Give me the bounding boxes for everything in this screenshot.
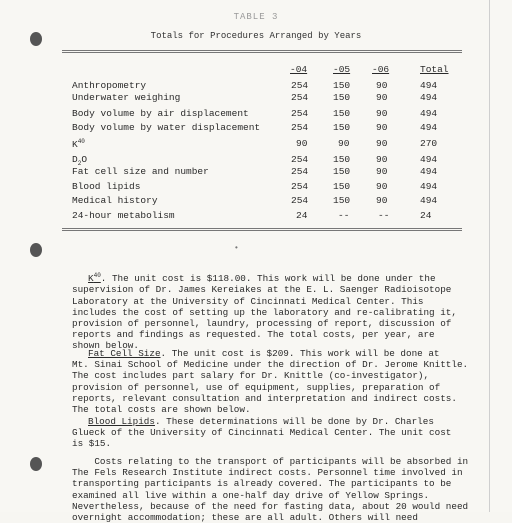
table-rule-bottom [62, 228, 462, 229]
punch-hole [30, 457, 42, 471]
cell: 254 [291, 122, 309, 133]
cell: 494 [420, 92, 438, 103]
table-row [0, 195, 512, 207]
row-label: Underwater weighing [72, 92, 181, 103]
table-row [0, 166, 512, 178]
scan-speck: • [234, 244, 239, 253]
table-rule-top-double [62, 52, 462, 53]
cell: 254 [291, 181, 309, 192]
cell: 254 [291, 108, 309, 119]
cell: 90 [376, 181, 388, 192]
cell: 494 [420, 80, 438, 91]
cell: 494 [420, 122, 438, 133]
column-header: Total [420, 64, 449, 75]
punch-hole [30, 243, 42, 257]
cell: 90 [296, 138, 308, 149]
column-header: -05 [333, 64, 351, 75]
table-label: TABLE 3 [233, 12, 279, 22]
cell: 90 [376, 80, 388, 91]
table-rule-bottom-double [62, 230, 462, 231]
cell: 494 [420, 108, 438, 119]
table-row [0, 154, 512, 166]
cell: 90 [376, 92, 388, 103]
cell: 494 [420, 154, 438, 165]
cell: 150 [333, 92, 351, 103]
paragraph-k40: $K^{40}$. The unit cost is $118.00. This work will be done under the supervision of Dr. James Kereiakes at the E. L. Saenger Radioisotope Laboratory at the University of Cincinnati Medical Center. This includes the cost of setting up the laboratory and re-calibrating it, provision of personnel, laundry, processing of report, discussion of reports and findings as requested. The total costs, per year, are shown below. [72, 272, 457, 352]
table-row [0, 122, 512, 134]
table-row [0, 108, 512, 120]
cell: 150 [333, 166, 351, 177]
table-rule-top [62, 50, 462, 51]
row-label: Medical history [72, 195, 158, 206]
cell: 150 [333, 154, 351, 165]
column-header: -04 [290, 64, 308, 75]
table-column-headers [60, 64, 480, 76]
cell: 90 [376, 154, 388, 165]
paragraph-blood-lipids: Blood Lipids. These determinations will be done by Dr. Charles Glueck of the University of Cincinnati Medical Center. The unit cost is $15. [72, 416, 452, 450]
cell: 90 [376, 108, 388, 119]
row-label: Blood lipids [72, 181, 141, 192]
cell: 254 [291, 154, 309, 165]
cell: 494 [420, 181, 438, 192]
table-title: Totals for Procedures Arranged by Years [150, 31, 362, 41]
cell: 150 [333, 181, 351, 192]
cell: 90 [338, 138, 350, 149]
table-row [0, 138, 512, 150]
paragraph-transport: Costs relating to the transport of participants will be absorbed in The Fels Research Institute indirect costs. Personnel time involved in transporting participants is already covered. The participants to be examined all live within a one-half day drive of Yellow Springs. Nevertheless, because of the need for fasting data, about 20 would need overnight accommodation; these are all adult. Others will need [72, 456, 469, 523]
cell: 150 [333, 80, 351, 91]
row-label: 24-hour metabolism [72, 210, 175, 221]
row-label: Fat cell size and number [72, 166, 209, 177]
row-label: Body volume by water displacement [72, 122, 261, 133]
cell: 254 [291, 195, 309, 206]
row-label: Body volume by air displacement [72, 108, 249, 119]
row-label: $K^{40}$ [72, 138, 85, 151]
column-header: -06 [372, 64, 390, 75]
cell: -- [338, 210, 350, 221]
paragraph-fat-cell: Fat Cell Size. The unit cost is $209. This work will be done at Mt. Sinai School of Medicine under the direction of Dr. Jerome Knittle. The cost includes part salary for Dr. Knittle (co-investigator), provision of personnel, use of equipment, supplies, preparation of reports, relevant consultation and interpretation and indirect costs. The total costs are shown below. [72, 348, 469, 416]
cell: 254 [291, 166, 309, 177]
cell: 150 [333, 108, 351, 119]
cell: 90 [376, 166, 388, 177]
cell: 24 [420, 210, 432, 221]
table-row [0, 92, 512, 104]
cell: 494 [420, 195, 438, 206]
cell: 90 [376, 138, 388, 149]
table-row [0, 181, 512, 193]
page-edge [489, 0, 490, 512]
row-label: $D_2O$ [72, 154, 88, 167]
table-row [0, 210, 512, 222]
cell: 90 [376, 122, 388, 133]
cell: 494 [420, 166, 438, 177]
cell: 270 [420, 138, 438, 149]
cell: 254 [291, 92, 309, 103]
cell: 90 [376, 195, 388, 206]
cell: -- [378, 210, 390, 221]
cell: 24 [296, 210, 308, 221]
table-row [0, 80, 512, 92]
cell: 150 [333, 122, 351, 133]
cell: 254 [291, 80, 309, 91]
row-label: Anthropometry [72, 80, 147, 91]
cell: 150 [333, 195, 351, 206]
